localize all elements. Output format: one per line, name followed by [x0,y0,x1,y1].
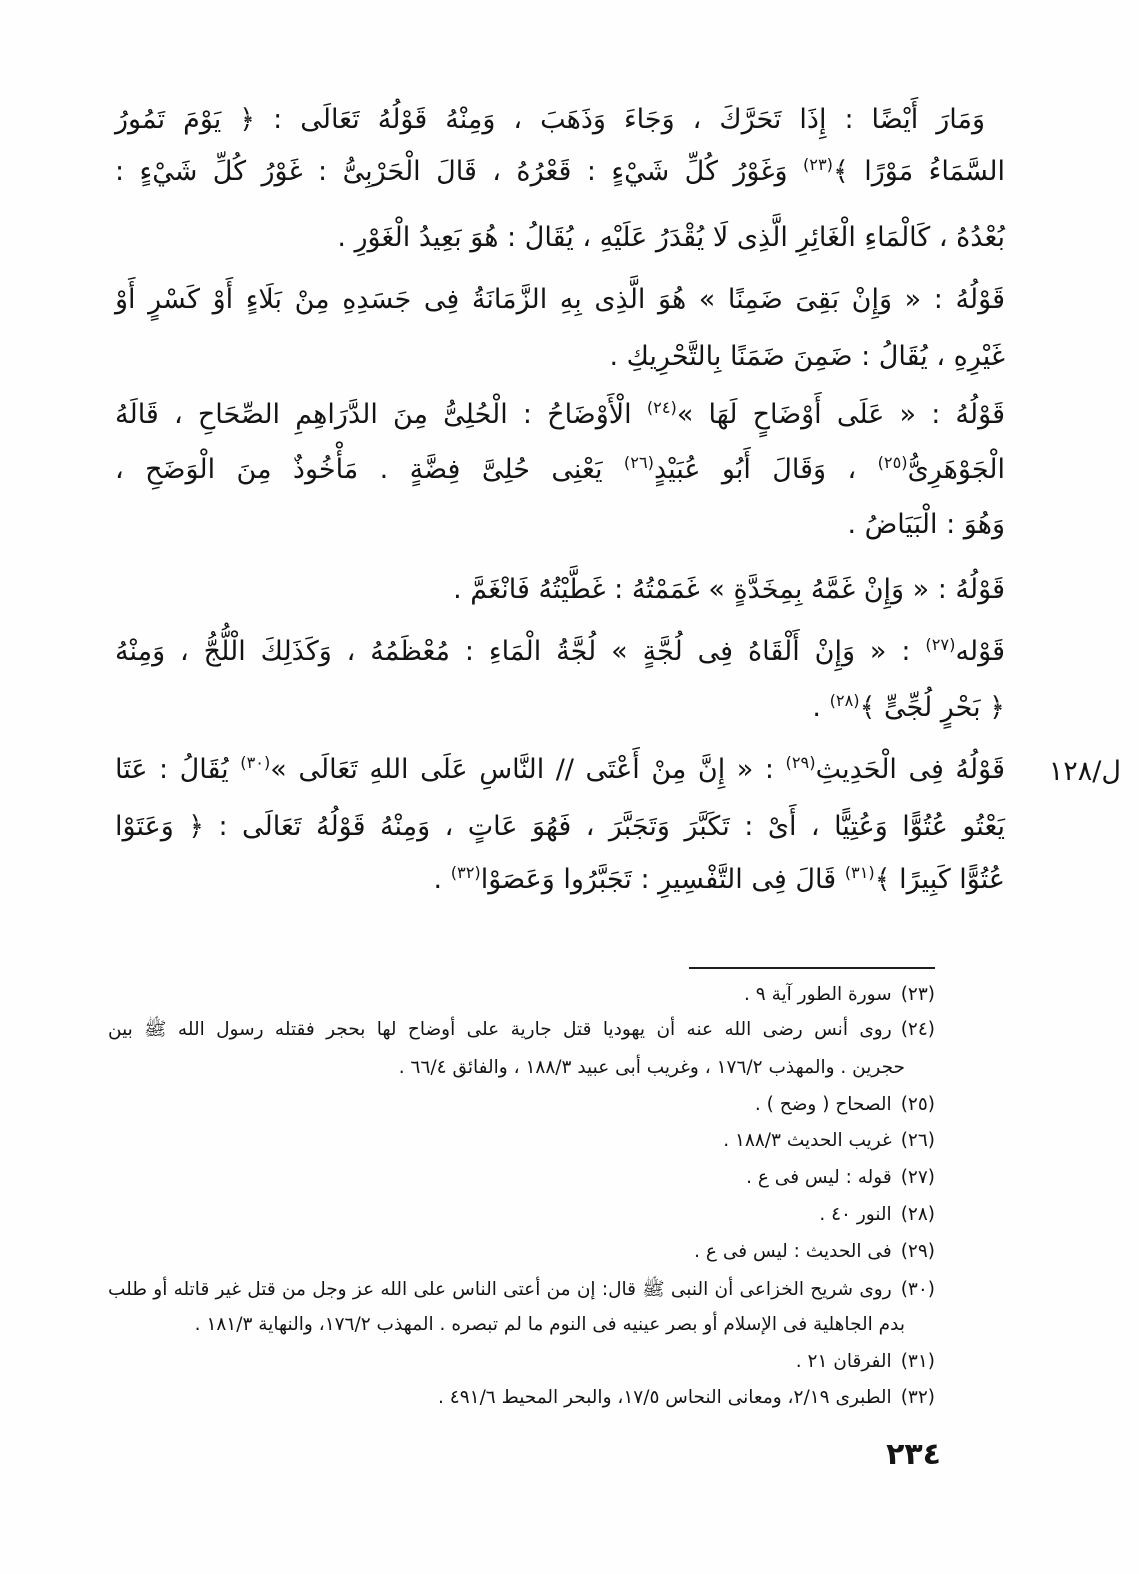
footnote-text: غريب الحديث ١٨٨/٣ . [723,1130,892,1151]
text-run: يَعْتُو عُتُوًّا وَعُتِيًّا ، أَىْ : تَكَبَّرَ وَتَجَبَّرَ ، فَهُوَ عَاتٍ ، وَمِنْهُ قَوْلُهُ تَعَالَى : ﴿ وَعَتَوْا [115,811,1005,842]
footnote-ref: (٣٢) [450,863,481,883]
text-run: قَوْلُهُ : « عَلَى أَوْضَاحٍ لَهَا » [676,399,1005,430]
manuscript-folio-note: ل/١٢٨ [1048,756,1121,787]
footnote-number: (٢٣) [900,984,935,1005]
footnote-text: الطبرى ٢/١٩، ومعانى النحاس ١٧/٥، والبحر المحيط ٤٩١/٦ . [438,1387,892,1408]
footnote-line [108,1380,935,1416]
footnote-text: قوله : ليس فى ع . [746,1167,892,1188]
text-run: الْأَوْضَاحُ : الْحُلِىُّ مِنَ الدَّرَاهِمِ الصِّحَاحِ ، قَالَهُ [115,399,647,430]
text-run: وَغَوْرُ كُلِّ شَيْءٍ : قَعْرُهُ ، قَالَ الْحَرْبِىُّ : غَوْرُ كُلِّ شَيْءٍ : [115,156,803,187]
text-run: ، وَقَالَ أَبُو عُبَيْدٍ [653,454,878,485]
text-line [115,335,1005,379]
text-run: ﴿ بَحْرٍ لُجِّىٍّ ﴾ [859,692,1005,723]
footnote-line [108,1197,935,1233]
text-line [115,503,1005,547]
footnote-line [108,1234,935,1270]
footnote-ref: (٢٥) [877,453,908,473]
footnote-separator [689,967,935,969]
footnote-ref: (٢٩) [785,753,816,773]
footnote-line [108,1344,935,1380]
footnote-line [108,1123,935,1159]
text-run: يَعْنِى حُلِىَّ فِضَّةٍ . مَأْخُوذٌ مِنَ الْوَضَحِ ، [115,454,624,485]
text-run: بُعْدُهُ ، كَالْمَاءِ الْغَائِرِ الَّذِى لَا يُقْدَرُ عَلَيْهِ ، يُقَالُ : هُوَ بَعِيدُ الْغَوْرِ . [337,222,1005,253]
page-number: ٢٣٤ [886,1437,941,1472]
footnote-number: (٢٤) [900,1019,935,1040]
footnote-ref: (٣٠) [240,753,271,773]
text-run: . [433,864,451,895]
text-line [115,858,1005,902]
text-line [115,216,1005,260]
footnote-line [108,1160,935,1196]
text-run: غَيْرِهِ ، يُقَالُ : ضَمِنَ ضَمَنًا بِالتَّحْرِيكِ . [609,341,1005,372]
footnote-ref: (٢٦) [623,453,654,473]
footnote-line [108,1307,905,1343]
footnote-number: (٢٥) [900,1094,935,1115]
text-line [115,448,1005,492]
footnote-line [108,977,935,1013]
text-run: : « وَإِنْ أَلْقَاهُ فِى لُجَّةٍ » لُجَّةُ الْمَاءِ : مُعْظَمُهُ ، وَكَذَلِكَ الْلُّجُّ ، وَمِنْهُ [115,636,926,667]
footnote-number: (٢٨) [900,1204,935,1225]
text-run: عُتُوًّا كَبِيرًا ﴾ [874,864,1005,895]
footnote-text: روى شريح الخزاعى أن النبى ﷺ قال: إن من أعتى الناس على الله عز وجل من قتل غير قاتله أو طلب [108,1279,892,1300]
text-line [115,568,1005,612]
footnote-number: (٣٠) [900,1279,935,1300]
text-run: قَوْلُهُ : « وَإِنْ بَقِىَ ضَمِنًا » هُوَ الَّذِى بِهِ الزَّمَانَةُ فِى جَسَدِهِ مِنْ بَلَاءٍ أَوْ كَسْرٍ أَوْ [115,284,1005,315]
footnote-line [108,1087,935,1123]
footnote-line [108,1012,935,1048]
footnote-text: النور ٤٠ . [819,1204,892,1225]
text-run: وَمَارَ أَيْضًا : إِذَا تَحَرَّكَ ، وَجَاءَ وَذَهَبَ ، وَمِنْهُ قَوْلُهُ تَعَالَى : ﴿ يَوْمَ تَمُورُ [115,104,985,135]
text-run: قَالَ فِى التَّفْسِيرِ : تَجَبَّرُوا وَعَصَوْا [480,864,845,895]
footnote-ref: (٢٣) [802,155,833,175]
text-run: قَوْلُهُ فِى الْحَدِيثِ [815,754,1005,785]
text-run: قَوْلُهُ : « وَإِنْ غَمَّهُ بِمِخَدَّةٍ » غَمَمْتُهُ : غَطَّيْتُهُ فَانْغَمَّ . [453,574,1005,605]
footnote-line [108,1272,935,1308]
text-run: وَهُوَ : الْبَيَاضُ . [847,509,1005,540]
text-line [115,805,1005,849]
footnote-text: الفرقان ٢١ . [795,1351,892,1372]
footnote-ref: (٢٤) [646,398,677,418]
text-line [115,98,985,142]
text-run: يُقَالُ : عَتَا [115,754,241,785]
footnote-number: (٢٦) [900,1130,935,1151]
footnote-text: سورة الطور آية ٩ . [744,984,892,1005]
footnote-text: فى الحديث : ليس فى ع . [694,1241,892,1262]
text-line [115,150,1005,194]
text-line [115,686,1005,730]
text-line [115,278,1005,322]
footnote-ref: (٢٧) [925,635,956,655]
footnote-number: (٢٩) [900,1241,935,1262]
text-run: السَّمَاءُ مَوْرًا ﴾ [833,156,1005,187]
footnote-text: بدم الجاهلية فى الإسلام أو بصر عينيه فى النوم ما لم تبصره . المهذب ١٧٦/٢، والنهاية ١٨١/٣ . [194,1314,905,1335]
text-run: قَوْله [955,636,1005,667]
text-line [115,393,1005,437]
footnote-number: (٢٧) [900,1167,935,1188]
footnote-line [108,1050,905,1086]
footnote-number: (٣١) [900,1351,935,1372]
text-run: الْجَوْهَرِىُّ [907,454,1005,485]
footnote-text: روى أنس رضى الله عنه أن يهوديا قتل جارية على أوضاح لها بحجر فقتله رسول الله ﷺ بين [108,1019,892,1040]
footnote-ref: (٢٨) [829,691,860,711]
text-run: : « إِنَّ مِنْ أَعْتَى // النَّاسِ عَلَى اللهِ تَعَالَى » [270,754,786,785]
text-run: . [812,692,830,723]
text-line [115,748,1005,792]
footnote-text: حجرين . والمهذب ١٧٦/٢ ، وغريب أبى عبيد ١٨٨/٣ ، والفائق ٦٦/٤ . [398,1057,905,1078]
footnote-number: (٣٢) [900,1387,935,1408]
footnote-ref: (٣١) [844,863,875,883]
footnote-text: الصحاح ( وضح ) . [754,1094,892,1115]
text-line [115,630,1005,674]
